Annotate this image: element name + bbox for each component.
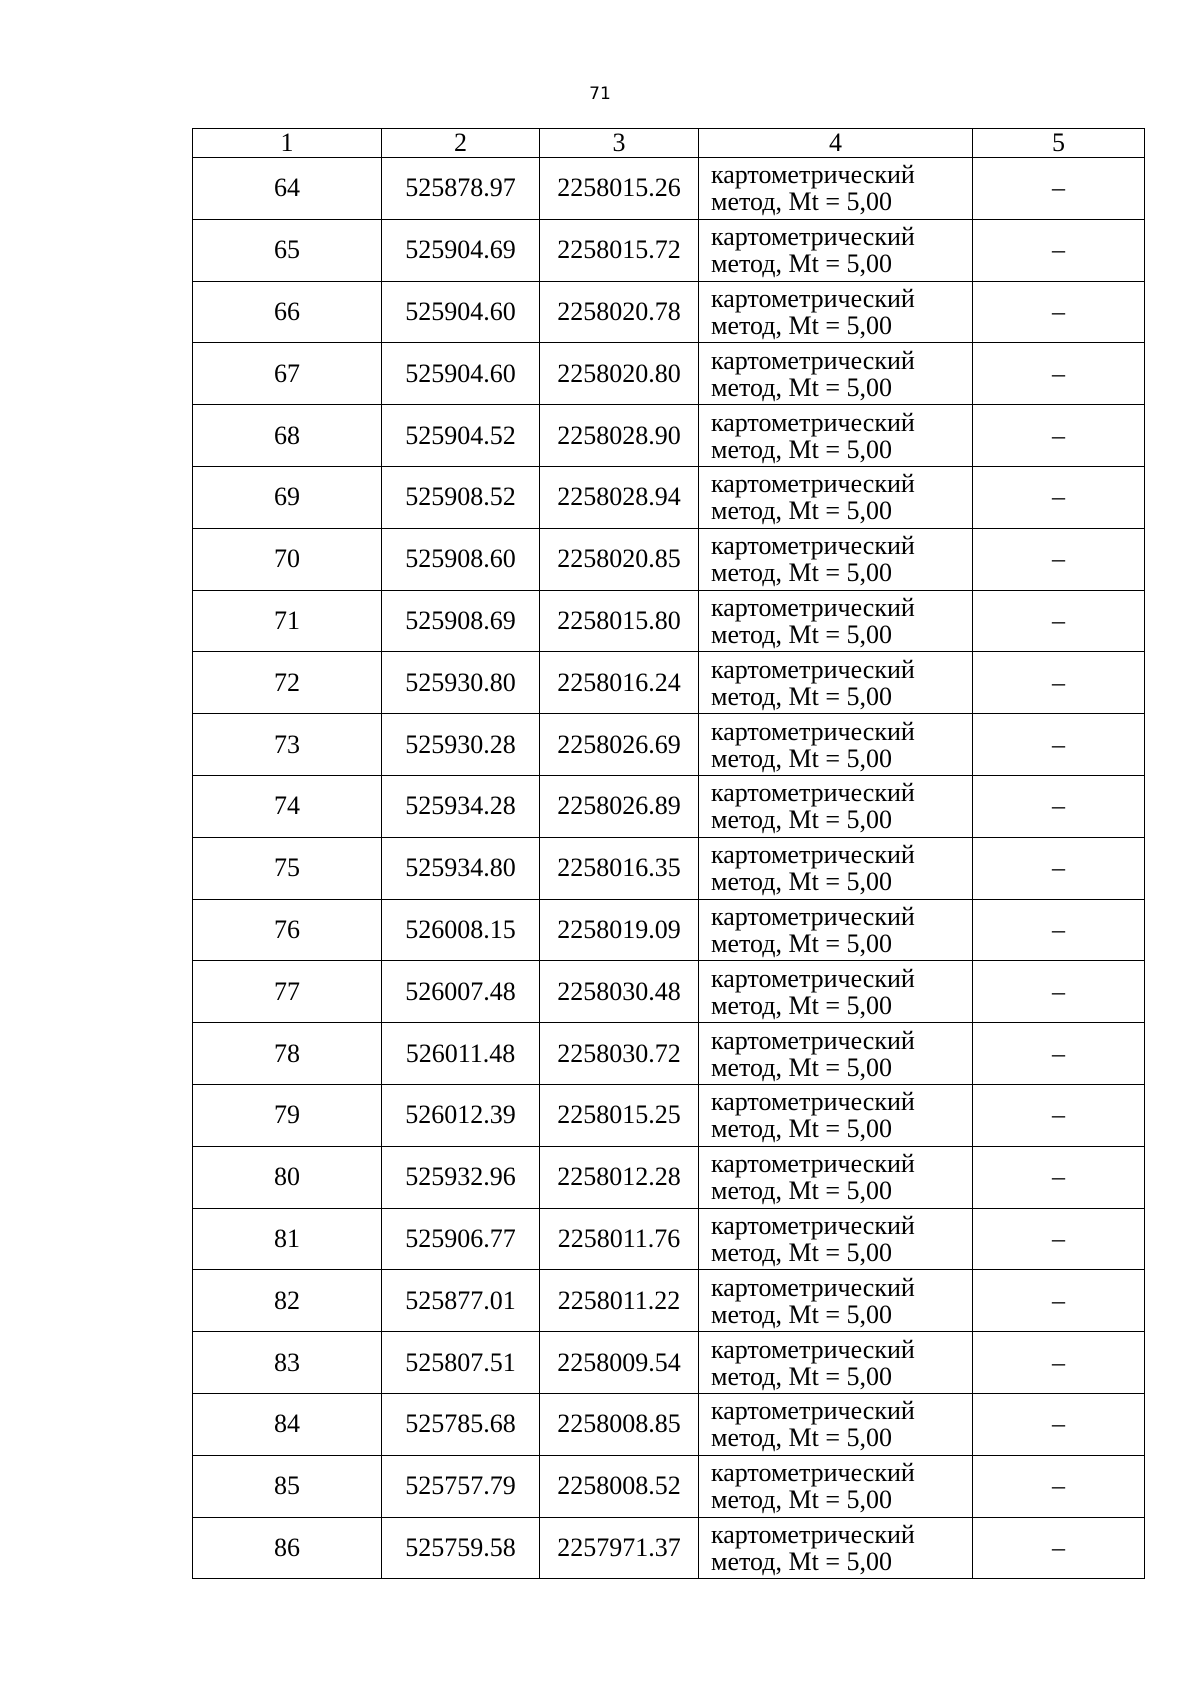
method-line-2: метод, Mt = 5,00 xyxy=(711,558,892,588)
method-line-2: метод, Mt = 5,00 xyxy=(711,743,892,773)
method-line-1: картометрический xyxy=(711,222,915,252)
description-cell: – xyxy=(973,405,1145,467)
table-row xyxy=(193,528,1145,590)
y-coordinate-cell: 2258011.76 xyxy=(540,1208,699,1270)
x-coordinate-cell: 525930.80 xyxy=(382,652,540,714)
y-coordinate-cell: 2258030.48 xyxy=(540,961,699,1023)
description-cell: – xyxy=(973,528,1145,590)
y-coordinate-cell: 2258015.80 xyxy=(540,590,699,652)
y-coordinate-cell: 2258028.90 xyxy=(540,405,699,467)
method-cell xyxy=(699,1332,973,1394)
method-cell xyxy=(699,405,973,467)
method-line-1: картометрический xyxy=(711,407,915,437)
point-number-cell: 65 xyxy=(193,219,382,281)
description-cell: – xyxy=(973,837,1145,899)
y-coordinate-cell: 2258015.72 xyxy=(540,219,699,281)
x-coordinate-cell: 526011.48 xyxy=(382,1023,540,1085)
method-cell xyxy=(699,1270,973,1332)
column-header: 2 xyxy=(382,129,540,158)
method-line-1: картометрический xyxy=(711,283,915,313)
method-line-1: картометрический xyxy=(711,592,915,622)
column-header: 3 xyxy=(540,129,699,158)
x-coordinate-cell: 525934.80 xyxy=(382,837,540,899)
y-coordinate-cell: 2258011.22 xyxy=(540,1270,699,1332)
table-row xyxy=(193,1332,1145,1394)
x-coordinate-cell: 526008.15 xyxy=(382,899,540,961)
y-coordinate-cell: 2258020.80 xyxy=(540,343,699,405)
table-row xyxy=(193,1393,1145,1455)
point-number-cell: 77 xyxy=(193,961,382,1023)
table-row xyxy=(193,1455,1145,1517)
description-cell: – xyxy=(973,219,1145,281)
method-cell xyxy=(699,1146,973,1208)
x-coordinate-cell: 525908.60 xyxy=(382,528,540,590)
description-cell: – xyxy=(973,1146,1145,1208)
y-coordinate-cell: 2258028.94 xyxy=(540,466,699,528)
point-number-cell: 70 xyxy=(193,528,382,590)
y-coordinate-cell: 2258020.78 xyxy=(540,281,699,343)
method-line-1: картометрический xyxy=(711,654,915,684)
point-number-cell: 75 xyxy=(193,837,382,899)
point-number-cell: 80 xyxy=(193,1146,382,1208)
x-coordinate-cell: 525908.69 xyxy=(382,590,540,652)
point-number-cell: 86 xyxy=(193,1517,382,1579)
x-coordinate-cell: 526007.48 xyxy=(382,961,540,1023)
table-row xyxy=(193,158,1145,220)
point-number-cell: 79 xyxy=(193,1084,382,1146)
description-cell: – xyxy=(973,1208,1145,1270)
description-cell: – xyxy=(973,1084,1145,1146)
method-cell xyxy=(699,899,973,961)
description-cell: – xyxy=(973,961,1145,1023)
point-number-cell: 73 xyxy=(193,714,382,776)
point-number-cell: 83 xyxy=(193,1332,382,1394)
table-row xyxy=(193,961,1145,1023)
x-coordinate-cell: 525934.28 xyxy=(382,775,540,837)
method-line-1: картометрический xyxy=(711,778,915,808)
description-cell: – xyxy=(973,714,1145,776)
y-coordinate-cell: 2258026.69 xyxy=(540,714,699,776)
point-number-cell: 81 xyxy=(193,1208,382,1270)
y-coordinate-cell: 2258008.52 xyxy=(540,1455,699,1517)
method-cell xyxy=(699,1455,973,1517)
x-coordinate-cell: 525877.01 xyxy=(382,1270,540,1332)
y-coordinate-cell: 2258020.85 xyxy=(540,528,699,590)
method-cell xyxy=(699,961,973,1023)
table-row xyxy=(193,837,1145,899)
method-line-2: метод, Mt = 5,00 xyxy=(711,372,892,402)
method-line-1: картометрический xyxy=(711,1272,915,1302)
y-coordinate-cell: 2258008.85 xyxy=(540,1393,699,1455)
table-row xyxy=(193,405,1145,467)
description-cell: – xyxy=(973,1517,1145,1579)
method-line-1: картометрический xyxy=(711,1519,915,1549)
description-cell: – xyxy=(973,1023,1145,1085)
method-line-1: картометрический xyxy=(711,1025,915,1055)
description-cell: – xyxy=(973,775,1145,837)
table-header-row xyxy=(193,129,1145,158)
method-line-2: метод, Mt = 5,00 xyxy=(711,1485,892,1515)
coordinates-table xyxy=(192,128,1145,1579)
method-line-2: метод, Mt = 5,00 xyxy=(711,434,892,464)
table-row xyxy=(193,590,1145,652)
method-line-1: картометрический xyxy=(711,901,915,931)
method-line-2: метод, Mt = 5,00 xyxy=(711,990,892,1020)
method-cell xyxy=(699,1023,973,1085)
method-line-2: метод, Mt = 5,00 xyxy=(711,1237,892,1267)
method-cell xyxy=(699,590,973,652)
x-coordinate-cell: 525759.58 xyxy=(382,1517,540,1579)
description-cell: – xyxy=(973,466,1145,528)
point-number-cell: 85 xyxy=(193,1455,382,1517)
description-cell: – xyxy=(973,1455,1145,1517)
method-cell xyxy=(699,1084,973,1146)
method-line-2: метод, Mt = 5,00 xyxy=(711,1052,892,1082)
y-coordinate-cell: 2258016.35 xyxy=(540,837,699,899)
column-header: 1 xyxy=(193,129,382,158)
x-coordinate-cell: 525932.96 xyxy=(382,1146,540,1208)
method-line-2: метод, Mt = 5,00 xyxy=(711,187,892,217)
point-number-cell: 74 xyxy=(193,775,382,837)
y-coordinate-cell: 2257971.37 xyxy=(540,1517,699,1579)
method-cell xyxy=(699,837,973,899)
y-coordinate-cell: 2258012.28 xyxy=(540,1146,699,1208)
table-row xyxy=(193,343,1145,405)
method-line-1: картометрический xyxy=(711,1149,915,1179)
description-cell: – xyxy=(973,1332,1145,1394)
method-line-1: картометрический xyxy=(711,345,915,375)
method-cell xyxy=(699,1393,973,1455)
point-number-cell: 82 xyxy=(193,1270,382,1332)
point-number-cell: 71 xyxy=(193,590,382,652)
table-row xyxy=(193,899,1145,961)
y-coordinate-cell: 2258015.25 xyxy=(540,1084,699,1146)
point-number-cell: 72 xyxy=(193,652,382,714)
method-cell xyxy=(699,714,973,776)
table-row xyxy=(193,1208,1145,1270)
column-header: 4 xyxy=(699,129,973,158)
method-line-1: картометрический xyxy=(711,469,915,499)
method-line-2: метод, Mt = 5,00 xyxy=(711,1299,892,1329)
method-line-2: метод, Mt = 5,00 xyxy=(711,1114,892,1144)
table-row xyxy=(193,652,1145,714)
method-line-2: метод, Mt = 5,00 xyxy=(711,1361,892,1391)
method-cell xyxy=(699,1208,973,1270)
method-line-2: метод, Mt = 5,00 xyxy=(711,805,892,835)
x-coordinate-cell: 525930.28 xyxy=(382,714,540,776)
method-line-2: метод, Mt = 5,00 xyxy=(711,619,892,649)
method-line-1: картометрический xyxy=(711,840,915,870)
method-line-1: картометрический xyxy=(711,1334,915,1364)
method-line-2: метод, Mt = 5,00 xyxy=(711,681,892,711)
method-cell xyxy=(699,775,973,837)
column-header: 5 xyxy=(973,129,1145,158)
description-cell: – xyxy=(973,1393,1145,1455)
method-cell xyxy=(699,466,973,528)
method-line-2: метод, Mt = 5,00 xyxy=(711,310,892,340)
method-line-1: картометрический xyxy=(711,1458,915,1488)
method-cell xyxy=(699,1517,973,1579)
method-line-1: картометрический xyxy=(711,963,915,993)
description-cell: – xyxy=(973,899,1145,961)
x-coordinate-cell: 525904.60 xyxy=(382,281,540,343)
method-line-2: метод, Mt = 5,00 xyxy=(711,1546,892,1576)
description-cell: – xyxy=(973,652,1145,714)
point-number-cell: 66 xyxy=(193,281,382,343)
page-number: 71 xyxy=(589,84,611,104)
table-row xyxy=(193,466,1145,528)
method-cell xyxy=(699,281,973,343)
description-cell: – xyxy=(973,1270,1145,1332)
point-number-cell: 84 xyxy=(193,1393,382,1455)
description-cell: – xyxy=(973,158,1145,220)
y-coordinate-cell: 2258016.24 xyxy=(540,652,699,714)
table-body xyxy=(193,158,1145,1579)
method-cell xyxy=(699,343,973,405)
point-number-cell: 68 xyxy=(193,405,382,467)
method-line-2: метод, Mt = 5,00 xyxy=(711,1176,892,1206)
table-row xyxy=(193,219,1145,281)
table-row xyxy=(193,1517,1145,1579)
method-line-1: картометрический xyxy=(711,716,915,746)
method-cell xyxy=(699,219,973,281)
table-row xyxy=(193,281,1145,343)
y-coordinate-cell: 2258030.72 xyxy=(540,1023,699,1085)
x-coordinate-cell: 525904.69 xyxy=(382,219,540,281)
method-line-1: картометрический xyxy=(711,1087,915,1117)
method-line-2: метод, Mt = 5,00 xyxy=(711,867,892,897)
x-coordinate-cell: 525904.52 xyxy=(382,405,540,467)
table-row xyxy=(193,1270,1145,1332)
x-coordinate-cell: 525906.77 xyxy=(382,1208,540,1270)
method-line-2: метод, Mt = 5,00 xyxy=(711,928,892,958)
x-coordinate-cell: 525878.97 xyxy=(382,158,540,220)
y-coordinate-cell: 2258019.09 xyxy=(540,899,699,961)
x-coordinate-cell: 525757.79 xyxy=(382,1455,540,1517)
method-line-2: метод, Mt = 5,00 xyxy=(711,496,892,526)
table-row xyxy=(193,1084,1145,1146)
table-row xyxy=(193,1146,1145,1208)
description-cell: – xyxy=(973,281,1145,343)
method-line-2: метод, Mt = 5,00 xyxy=(711,249,892,279)
point-number-cell: 64 xyxy=(193,158,382,220)
point-number-cell: 78 xyxy=(193,1023,382,1085)
table-row xyxy=(193,775,1145,837)
point-number-cell: 67 xyxy=(193,343,382,405)
y-coordinate-cell: 2258009.54 xyxy=(540,1332,699,1394)
x-coordinate-cell: 525807.51 xyxy=(382,1332,540,1394)
method-line-2: метод, Mt = 5,00 xyxy=(711,1423,892,1453)
method-cell xyxy=(699,158,973,220)
y-coordinate-cell: 2258026.89 xyxy=(540,775,699,837)
y-coordinate-cell: 2258015.26 xyxy=(540,158,699,220)
method-cell xyxy=(699,528,973,590)
method-line-1: картометрический xyxy=(711,531,915,561)
method-line-1: картометрический xyxy=(711,160,915,190)
method-line-1: картометрический xyxy=(711,1396,915,1426)
x-coordinate-cell: 525904.60 xyxy=(382,343,540,405)
point-number-cell: 76 xyxy=(193,899,382,961)
description-cell: – xyxy=(973,343,1145,405)
x-coordinate-cell: 525908.52 xyxy=(382,466,540,528)
method-line-1: картометрический xyxy=(711,1210,915,1240)
table-row xyxy=(193,714,1145,776)
x-coordinate-cell: 526012.39 xyxy=(382,1084,540,1146)
description-cell: – xyxy=(973,590,1145,652)
x-coordinate-cell: 525785.68 xyxy=(382,1393,540,1455)
method-cell xyxy=(699,652,973,714)
table-row xyxy=(193,1023,1145,1085)
point-number-cell: 69 xyxy=(193,466,382,528)
